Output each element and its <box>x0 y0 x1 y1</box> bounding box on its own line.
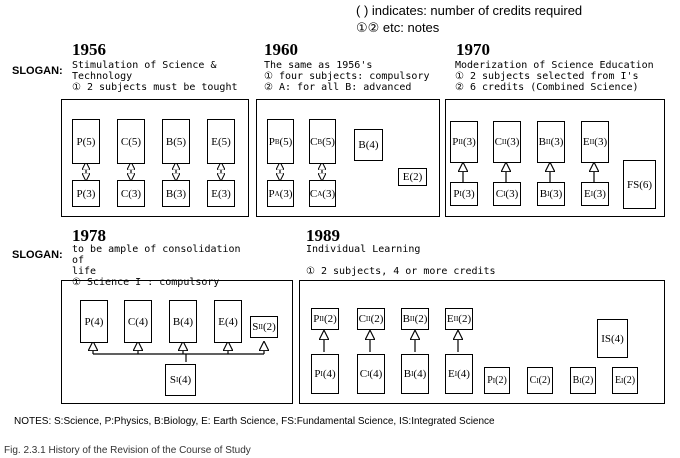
year-1970: 1970 <box>456 40 490 59</box>
slogan-label-top: SLOGAN: <box>12 65 63 77</box>
box-p2-1989: P II (2) <box>311 308 339 330</box>
box-fs-1970: FS(6) <box>623 160 656 209</box>
slogan-line: Technology <box>72 71 133 82</box>
box-e1-1970: E I (3) <box>581 182 609 206</box>
box-e-1978: E(4) <box>214 300 242 343</box>
box-b1-2-1989: B I (2) <box>570 367 596 394</box>
box-s1-1978: S I (4) <box>165 364 196 396</box>
box-e2-1989: E II (2) <box>445 308 473 330</box>
box-c1-1970: C I (3) <box>493 182 521 206</box>
box-e2-1970: E II (3) <box>581 121 609 163</box>
box-p-1978: P(4) <box>80 300 108 343</box>
slogan-note: ② 6 credits (Combined Science) <box>455 82 639 93</box>
box-e-1960: E(2) <box>398 168 427 186</box>
box-p2-1970: P II (3) <box>450 121 478 163</box>
legend-notes-note: ①② etc: notes <box>356 20 440 35</box>
box-e1-1989: E I (4) <box>445 354 473 394</box>
box-b-1978: B(4) <box>169 300 197 343</box>
slogan-note: ① four subjects: compulsory <box>264 71 430 82</box>
slogan-note: ① 2 subjects must be tought <box>72 82 238 93</box>
box-p-1956-bottom: P(3) <box>72 180 100 207</box>
box-b-1956-top: B(5) <box>162 119 190 164</box>
box-b-1960: B(4) <box>354 129 383 161</box>
year-1956: 1956 <box>72 40 106 59</box>
box-c2-1989: C II (2) <box>357 308 385 330</box>
box-e1-2-1989: E I (2) <box>612 367 638 394</box>
slogan-label-bottom: SLOGAN: <box>12 249 63 261</box>
box-cb-1960: C B (5) <box>309 119 336 164</box>
slogan-line: Moderization of Science Education <box>455 60 654 71</box>
slogan-line: Individual Learning <box>306 244 421 255</box>
box-c-1978: C(4) <box>124 300 152 343</box>
slogan-note: ① Science I : compulsory <box>72 277 220 288</box>
slogan-note: ① 2 subjects selected from I's <box>455 71 639 82</box>
box-p1-1970: P I (3) <box>450 182 478 206</box>
notes: NOTES: S:Science, P:Physics, B:Biology, E: Earth Science, FS:Fundamental Science, IS:Integrated Science <box>14 416 495 427</box>
box-s2-1978: S II (2) <box>250 316 278 338</box>
box-c-1956-top: C(5) <box>117 119 145 164</box>
box-c1-1989: C I (4) <box>357 354 385 394</box>
box-c1-2-1989: C I (2) <box>527 367 553 394</box>
box-c2-1970: C II (3) <box>493 121 521 163</box>
slogan-line: of <box>72 255 85 266</box>
box-p1-2-1989: P I (2) <box>484 367 510 394</box>
year-1960: 1960 <box>264 40 298 59</box>
year-1989: 1989 <box>306 226 340 245</box>
box-c-1956-bottom: C(3) <box>117 180 145 207</box>
slogan-line: Stimulation of Science & <box>72 60 217 71</box>
box-b-1956-bottom: B(3) <box>162 180 190 207</box>
slogan-note: ② A: for all B: advanced <box>264 82 412 93</box>
box-e-1956-bottom: E(3) <box>207 180 235 207</box>
slogan-line: The same as 1956's <box>264 60 373 71</box>
box-pa-1960: P A (3) <box>267 180 294 207</box>
year-1978: 1978 <box>72 226 106 245</box>
figure-caption: Fig. 2.3.1 History of the Revision of the Course of Study <box>4 445 251 456</box>
slogan-line: life <box>72 266 97 277</box>
box-p1-1989: P I (4) <box>311 354 339 394</box>
slogan-note: ① 2 subjects, 4 or more credits <box>306 266 496 277</box>
box-ca-1960: C A (3) <box>309 180 336 207</box>
slogan-line: to be ample of consolidation <box>72 244 241 255</box>
box-b2-1970: B II (3) <box>537 121 565 163</box>
box-b1-1970: B I (3) <box>537 182 565 206</box>
box-is-1989: IS(4) <box>597 319 628 358</box>
box-pb-1960: P B (5) <box>267 119 294 164</box>
box-p-1956-top: P(5) <box>72 119 100 164</box>
box-e-1956-top: E(5) <box>207 119 235 164</box>
legend-credits-note: ( ) indicates: number of credits required <box>356 3 583 18</box>
box-b1-1989: B I (4) <box>401 354 429 394</box>
box-b2-1989: B II (2) <box>401 308 429 330</box>
